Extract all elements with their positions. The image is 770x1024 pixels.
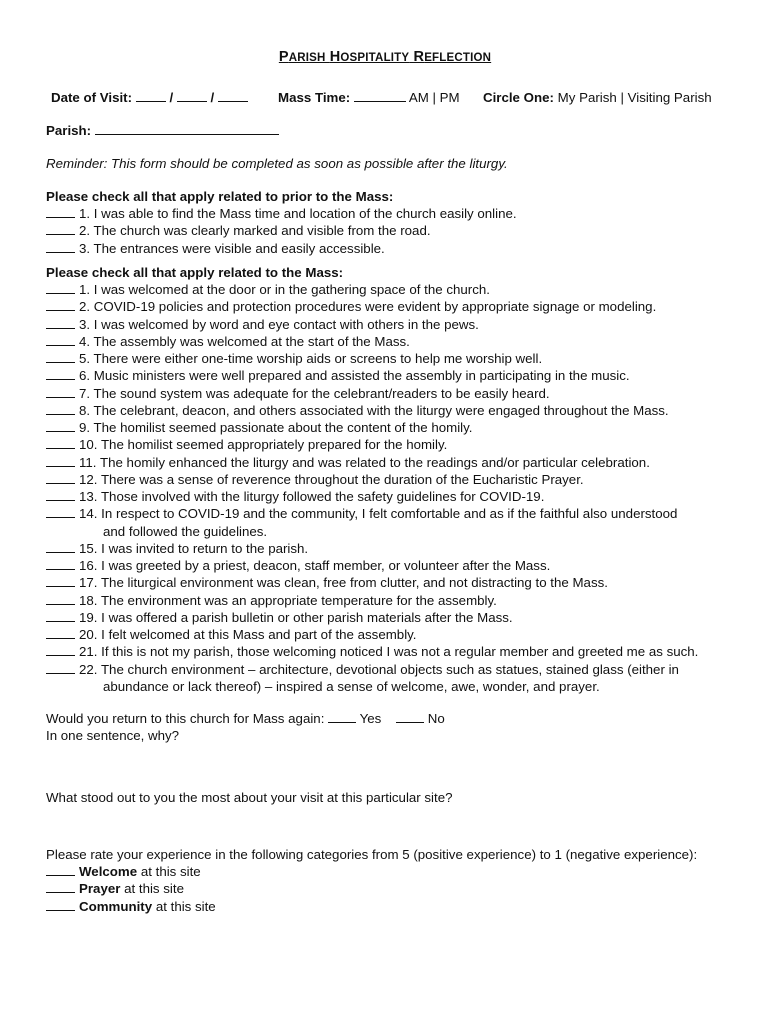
mass-checkbox-blank[interactable] [46, 316, 75, 329]
mass-item [46, 557, 550, 574]
prior-checkbox-blank[interactable] [46, 240, 75, 253]
mass-item [46, 488, 544, 505]
rating-category-label: Prayer [79, 881, 121, 897]
mass-item [46, 540, 308, 557]
mass-item-label: 11. The homily enhanced the liturgy and was related to the readings and/or particular celebration. [79, 454, 650, 470]
rating-item [46, 880, 184, 897]
mass-item-label: 10. The homilist seemed appropriately prepared for the homily. [79, 437, 448, 453]
parish-row: Parish: [46, 122, 279, 139]
mass-item-label: 20. I felt welcomed at this Mass and part of the assembly. [79, 627, 417, 642]
mass-checkbox-blank[interactable] [46, 471, 75, 484]
parish-field[interactable] [95, 122, 279, 135]
mass-item [46, 471, 584, 488]
mass-checkbox-blank[interactable] [46, 540, 75, 553]
prior-item-label: 2. The church was clearly marked and visible from the road. [79, 223, 431, 239]
mass-item-label: 16. I was greeted by a priest, deacon, staff member, or volunteer after the Mass. [79, 558, 551, 573]
mass-item-continuation: and followed the guidelines. [103, 523, 268, 539]
mass-checkbox-blank[interactable] [46, 333, 75, 346]
am-pm-option[interactable]: AM | PM [408, 90, 460, 105]
mass-item-label: 22. The church environment – architecture, devotional objects such as statues, stained glass (either in [79, 661, 679, 677]
mass-checkbox-blank[interactable] [46, 350, 75, 363]
mass-item-label: 8. The celebrant, deacon, and others associated with the liturgy were engaged throughout the Mass. [79, 402, 669, 418]
rating-score-field[interactable] [46, 863, 75, 876]
mass-item-label: 9. The homilist seemed passionate about the content of the homily. [79, 420, 473, 435]
date-day-field[interactable] [177, 89, 207, 102]
prior-item-label: 3. The entrances were visible and easily accessible. [79, 240, 385, 256]
mass-item-label: 3. I was welcomed by word and eye contact with others in the pews. [79, 316, 479, 332]
rating-category-label: Community [79, 898, 153, 914]
mass-item [46, 436, 447, 453]
stood-out-question: What stood out to you the most about your visit at this particular site? [46, 790, 453, 805]
rating-prompt: Please rate your experience in the following categories from 5 (positive experience) to 1 (negative experience): [46, 847, 698, 862]
mass-checkbox-blank[interactable] [46, 643, 75, 656]
section-mass-heading: Please check all that apply related to the Mass: [46, 265, 344, 280]
mass-item-continuation: abundance or lack thereof) – inspired a sense of welcome, awe, wonder, and prayer. [103, 678, 600, 694]
mass-item [46, 298, 656, 315]
mass-item-label: 17. The liturgical environment was clean, free from clutter, and not distracting to the Mass. [79, 575, 608, 591]
form-title: PARISH HOSPITALITY REFLECTION [278, 49, 492, 65]
date-month-field[interactable] [136, 89, 166, 102]
mass-item-label: 13. Those involved with the liturgy followed the safety guidelines for COVID-19. [79, 489, 545, 504]
mass-item [46, 454, 650, 471]
mass-item-label: 4. The assembly was welcomed at the start of the Mass. [79, 333, 410, 349]
mass-item [46, 661, 679, 678]
return-question: Would you return to this church for Mass again: Yes No [46, 711, 445, 726]
mass-checkbox-blank[interactable] [46, 436, 75, 449]
reminder-text: Reminder: This form should be completed as soon as possible after the liturgy. [46, 156, 508, 171]
mass-item [46, 505, 677, 522]
prior-checkbox-blank[interactable] [46, 205, 75, 218]
mass-item [46, 643, 698, 660]
date-of-visit: Date of Visit: / / [51, 89, 248, 106]
mass-item [46, 592, 497, 609]
mass-item [46, 419, 472, 436]
why-question: In one sentence, why? [46, 728, 180, 743]
mass-checkbox-blank[interactable] [46, 454, 75, 467]
mass-item-label: 14. In respect to COVID-19 and the community, I felt comfortable and as if the faithful also understood [79, 506, 678, 522]
section-prior-heading: Please check all that apply related to prior to the Mass: [46, 189, 394, 204]
parish-type-option[interactable]: My Parish | Visiting Parish [557, 90, 712, 105]
mass-item [46, 316, 479, 333]
mass-item-label: 2. COVID-19 policies and protection procedures were evident by appropriate signage or modeling. [79, 299, 657, 315]
rating-category-label: Welcome [79, 864, 138, 879]
rating-category-suffix: at this site [140, 864, 201, 879]
mass-item [46, 281, 490, 298]
return-yes-field[interactable] [328, 710, 356, 723]
mass-item [46, 367, 630, 384]
mass-time-field[interactable] [354, 89, 406, 102]
mass-item-label: 1. I was welcomed at the door or in the gathering space of the church. [79, 282, 490, 297]
mass-checkbox-blank[interactable] [46, 488, 75, 501]
mass-checkbox-blank[interactable] [46, 626, 75, 639]
mass-time: Mass Time: AM | PM [278, 90, 460, 105]
mass-item-label: 12. There was a sense of reverence throughout the duration of the Eucharistic Prayer. [79, 471, 584, 487]
mass-checkbox-blank[interactable] [46, 609, 75, 622]
mass-item-label: 19. I was offered a parish bulletin or other parish materials after the Mass. [79, 609, 513, 625]
mass-item-label: 7. The sound system was adequate for the celebrant/readers to be easily heard. [79, 385, 550, 401]
mass-item [46, 350, 542, 367]
date-year-field[interactable] [218, 89, 248, 102]
mass-checkbox-blank[interactable] [46, 661, 75, 674]
mass-item [46, 385, 550, 402]
mass-item-label: 6. Music ministers were well prepared and assisted the assembly in participating in the music. [79, 368, 630, 384]
mass-checkbox-blank[interactable] [46, 419, 75, 432]
rating-item [46, 863, 201, 880]
prior-item [46, 240, 385, 257]
rating-category-suffix: at this site [124, 881, 184, 897]
mass-item [46, 609, 513, 626]
mass-item [46, 402, 669, 419]
mass-checkbox-blank[interactable] [46, 367, 75, 380]
mass-checkbox-blank[interactable] [46, 385, 75, 398]
mass-checkbox-blank[interactable] [46, 402, 75, 415]
mass-item [46, 333, 410, 350]
mass-checkbox-blank[interactable] [46, 298, 75, 311]
rating-item [46, 898, 216, 915]
mass-checkbox-blank[interactable] [46, 505, 75, 518]
mass-item [46, 574, 608, 591]
prior-item [46, 222, 431, 239]
mass-item-label: 15. I was invited to return to the parish. [79, 540, 309, 556]
mass-item [46, 626, 417, 643]
mass-checkbox-blank[interactable] [46, 592, 75, 605]
mass-item-label: 5. There were either one-time worship aids or screens to help me worship well. [79, 351, 543, 366]
rating-category-suffix: at this site [155, 898, 216, 914]
mass-item-label: 18. The environment was an appropriate temperature for the assembly. [79, 592, 497, 608]
mass-item-label: 21. If this is not my parish, those welcoming noticed I was not a regular member and greeted me as such. [79, 644, 699, 660]
prior-checkbox-blank[interactable] [46, 222, 75, 235]
rating-score-field[interactable] [46, 880, 75, 893]
mass-checkbox-blank[interactable] [46, 574, 75, 587]
mass-checkbox-blank[interactable] [46, 281, 75, 294]
prior-item [46, 205, 517, 222]
mass-checkbox-blank[interactable] [46, 557, 75, 570]
return-no-field[interactable] [396, 710, 424, 723]
prior-item-label: 1. I was able to find the Mass time and location of the church easily online. [79, 206, 517, 221]
rating-score-field[interactable] [46, 898, 75, 911]
circle-one: Circle One: My Parish | Visiting Parish [483, 90, 712, 105]
